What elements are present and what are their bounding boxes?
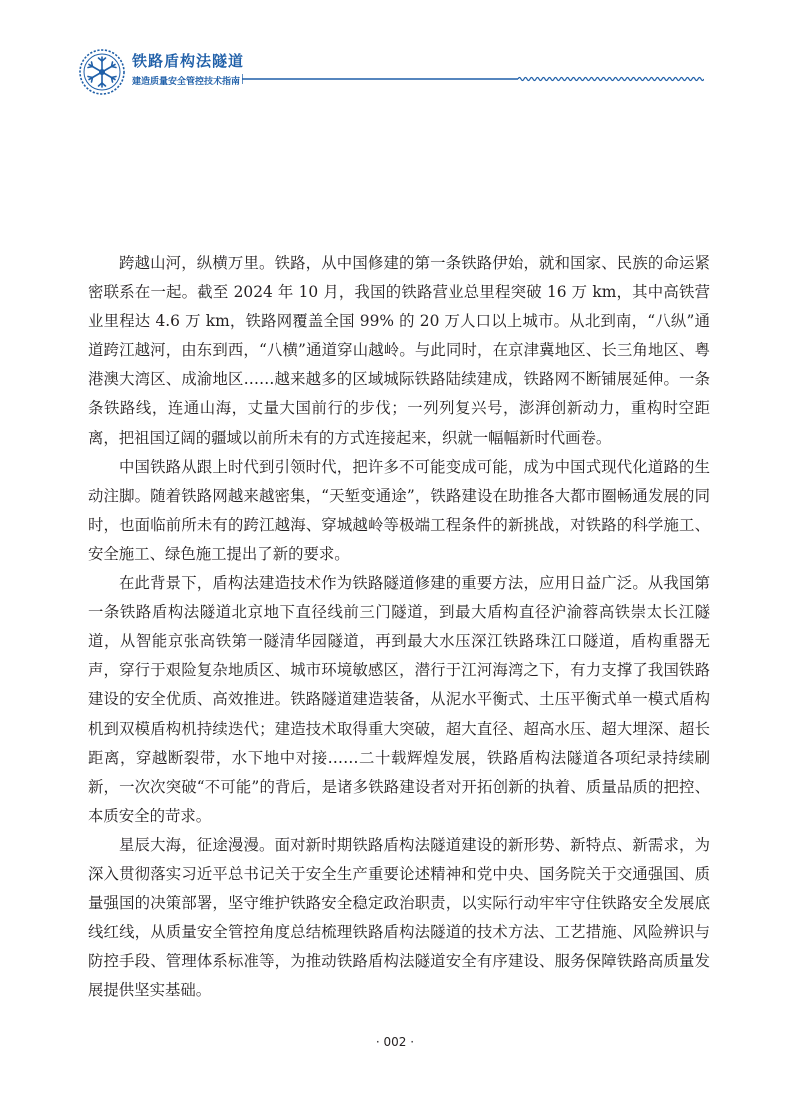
- header-title: 铁路盾构法隧道: [132, 52, 245, 70]
- snowflake-emblem-icon: [78, 48, 126, 96]
- paragraph: 星辰大海，征途漫漫。面对新时期铁路盾构法隧道建设的新形势、新特点、新需求，为深入贯彻落实习近平总书记关于安全生产重要论述精神和党中央、国务院关于交通强国、质量强国的决策部署，坚守维护铁路安全稳定政治职责，以实际行动牢牢守住铁路安全发展底线红线，从质量安全管控角度总结梳理铁路盾构法隧道的技术方法、工艺措施、风险辨识与防控手段、管理体系标准等，为推动铁路盾构法隧道安全有序建设、服务保障铁路高质量发展提供坚实基础。: [88, 835, 710, 1000]
- paragraph: 跨越山河，纵横万里。铁路，从中国修建的第一条铁路伊始，就和国家、民族的命运紧密联系在一起。截至 2024 年 10 月，我国的铁路营业总里程突破 16 万 km，其中高铁营业里程达 4.6 万 km，铁路网覆盖全国 99% 的 20 万人口以上城市。从北到南，“八纵”通道跨江越河，由东到西，“八横”通道穿山越岭。与此同时，在京津冀地区、长三角地区、粤港澳大湾区、成渝地区……越来越多的区域城际铁路陆续建成，铁路网不断铺展延伸。一条条铁路线，连通山海，丈量大国前行的步伐；一列列复兴号，澎湃创新动力，重构时空距离，把祖国辽阔的疆域以前所未有的方式连接起来，织就一幅幅新时代画卷。: [88, 254, 710, 447]
- paragraph: 中国铁路从跟上时代到引领时代，把许多不可能变成可能，成为中国式现代化道路的生动注脚。随着铁路网越来越密集，“天堑变通途”，铁路建设在助推各大都市圈畅通发展的同时，也面临前所未有的跨江越海、穿城越岭等极端工程条件的新挑战，对铁路的科学施工、安全施工、绿色施工提出了新的要求。: [88, 457, 710, 563]
- header-wave-rule: [242, 72, 704, 86]
- body-text: [88, 249, 710, 1005]
- paragraph: 在此背景下，盾构法建造技术作为铁路隧道修建的重要方法，应用日益广泛。从我国第一条铁路盾构法隧道北京地下直径线前三门隧道，到最大盾构直径沪渝蓉高铁崇太长江隧道，从智能京张高铁第一隧清华园隧道，再到最大水压深江铁路珠江口隧道，盾构重器无声，穿行于艰险复杂地质区、城市环境敏感区，潜行于江河海湾之下，有力支撑了我国铁路建设的安全优质、高效推进。铁路隧道建造装备，从泥水平衡式、土压平衡式单一模式盾构机到双模盾构机持续迭代；建造技术取得重大突破，超大直径、超高水压、超大埋深、超长距离，穿越断裂带，水下地中对接……二十载辉煌发展，铁路盾构法隧道各项纪录持续刷新，一次次突破“不可能”的背后，是诸多铁路建设者对开拓创新的执着、质量品质的把控、本质安全的苛求。: [88, 574, 710, 825]
- header-subtitle: 建造质量安全管控技术指南: [132, 77, 241, 87]
- page-number: · 002 ·: [375, 1035, 415, 1049]
- page-header: [78, 44, 704, 104]
